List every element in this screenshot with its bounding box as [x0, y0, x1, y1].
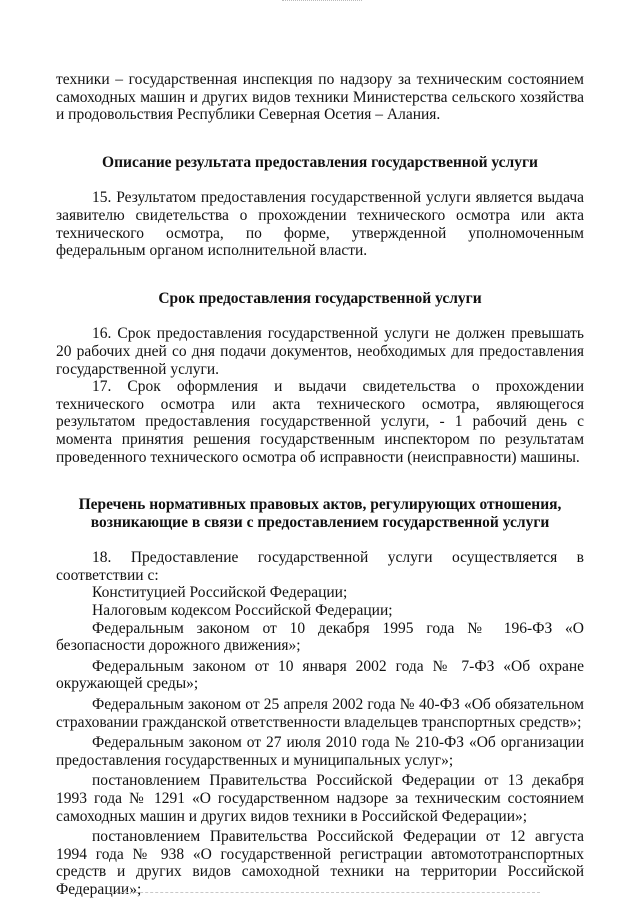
legal-act-item: Федеральным законом от 25 апреля 2002 года № 40-ФЗ «Об обязательном страховании гражданской ответственности владельцев транспортных средств»; — [56, 696, 584, 731]
paragraph-18: 18. Предоставление государственной услуги осуществляется в соответствии с: — [56, 549, 584, 584]
heading-legal-acts-line2: возникающие в связи с предоставлением государственной услуги — [90, 513, 550, 531]
scan-artifact-bottom — [110, 892, 540, 894]
legal-act-item: Налоговым кодексом Российской Федерации; — [92, 602, 393, 620]
legal-act-item: Конституцией Российской Федерации; — [92, 584, 348, 602]
paragraph-17: 17. Срок оформления и выдачи свидетельства о прохождении технического осмотра или акта технического осмотра, являющегося результатом предоставления государственной услуги, - 1 рабочий день с момента принятия решения государственным инспектором по результатам проведенного технического осмотра об исправности (неисправности) машины. — [56, 378, 584, 466]
heading-result: Описание результата предоставления государственной услуги — [102, 153, 538, 171]
heading-legal-acts — [56, 496, 584, 531]
legal-act-item: Федеральным законом от 27 июля 2010 года № 210-ФЗ «Об организации предоставления государственных и муниципальных услуг»; — [56, 734, 584, 769]
paragraph-16: 16. Срок предоставления государственной услуги не должен превышать 20 рабочих дней со дня подачи документов, необходимых для предоставления государственной услуги. — [56, 325, 584, 378]
legal-act-item: постановлением Правительства Российской Федерации от 12 августа 1994 года № 938 «О государственной регистрации автомототранспортных средств и других видов самоходной техники на территории Российской Федерации»; — [56, 828, 584, 898]
intro-paragraph: техники – государственная инспекция по надзору за техническим состоянием самоходных машин и других видов техники Министерства сельского хозяйства и продовольствия Республики Северная Осетия – Алания. — [56, 71, 584, 124]
heading-legal-acts-line1: Перечень нормативных правовых актов, регулирующих отношения, — [78, 496, 562, 514]
heading-term: Срок предоставления государственной услуги — [158, 289, 482, 307]
legal-act-item: Федеральным законом от 10 декабря 1995 года № 196-ФЗ «О безопасности дорожного движения»; — [56, 619, 584, 655]
paragraph-15: 15. Результатом предоставления государственной услуги является выдача заявителю свидетельства о прохождении технического осмотра или акта технического осмотра, по форме, утвержденной уполномоченным федеральным органом исполнительной власти. — [56, 189, 584, 260]
legal-act-item: постановлением Правительства Российской Федерации от 13 декабря 1993 года № 1291 «О государственном надзоре за техническим состоянием самоходных машин и других видов техники в Российской Федерации»; — [56, 772, 584, 825]
legal-act-item: Федеральным законом от 10 января 2002 года № 7-ФЗ «Об охране окружающей среды»; — [56, 657, 584, 693]
